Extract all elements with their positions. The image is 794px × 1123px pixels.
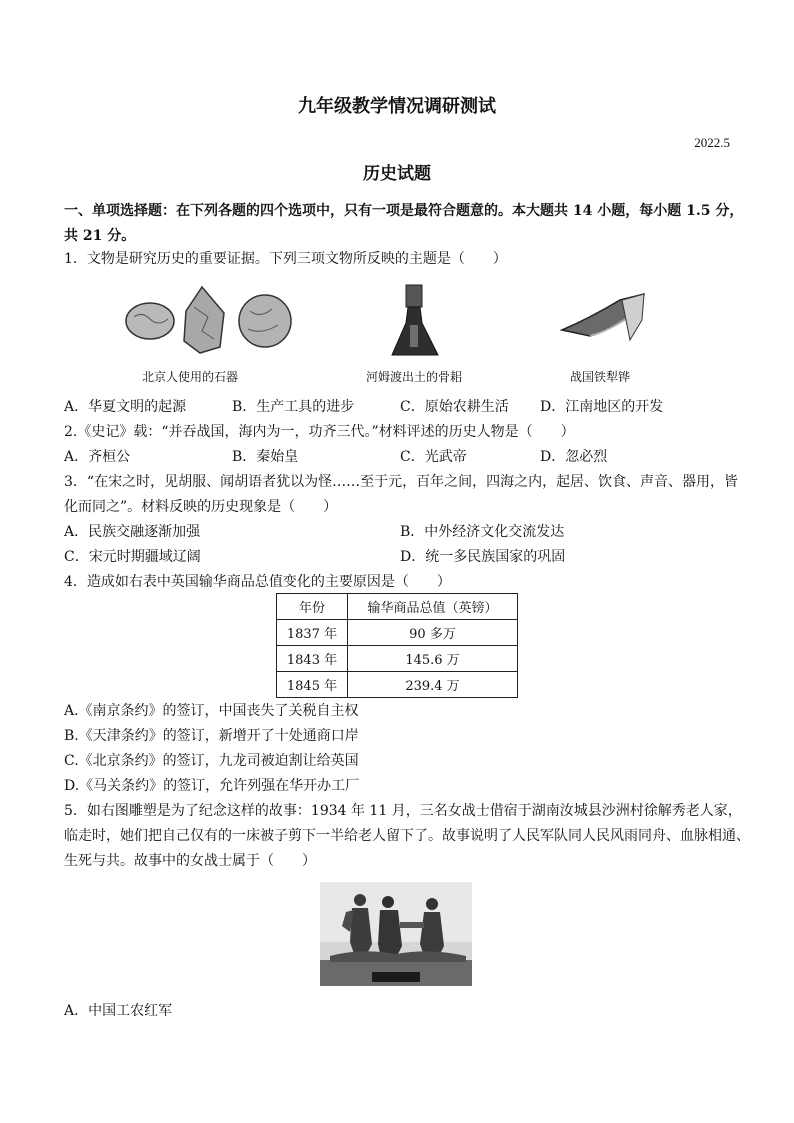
table-header-row: [277, 594, 518, 620]
q4-option-b[interactable]: B.《天津条约》的签订，新增开了十处通商口岸: [64, 728, 359, 744]
table-header-year: 年份: [277, 594, 348, 620]
q4-option-d[interactable]: D.《马关条约》的签订，允许列强在华开办工厂: [64, 778, 360, 794]
q3-option-c[interactable]: C．宋元时期疆域辽阔: [64, 549, 201, 565]
table-row: [277, 620, 518, 646]
q3-stem-line1: 3．“在宋之时，见胡服、闻胡语者犹以为怪……至于元，百年之间，四海之内，起居、饮食、声音、器用，皆: [64, 474, 739, 490]
exam-date: 2022.5: [694, 135, 730, 150]
q1-stem: 1．文物是研究历史的重要证据。下列三项文物所反映的主题是（ ）: [64, 251, 507, 267]
bone-spade-image: [382, 283, 452, 363]
table-cell-value: 90 多万: [348, 620, 518, 646]
q1-option-b[interactable]: B．生产工具的进步: [232, 399, 355, 415]
caption-stone-tools: 北京人使用的石器: [142, 370, 239, 384]
table-cell-value: 239.4 万: [348, 672, 518, 698]
q3-option-b[interactable]: B．中外经济文化交流发达: [400, 524, 565, 540]
q2-option-a[interactable]: A．齐桓公: [64, 449, 131, 465]
q3-option-d[interactable]: D．统一多民族国家的巩固: [400, 549, 566, 565]
q1-option-d[interactable]: D．江南地区的开发: [540, 399, 664, 415]
exam-subtitle: 历史试题: [363, 164, 431, 184]
table-cell-year: 1837 年: [277, 620, 348, 646]
table-cell-year: 1845 年: [277, 672, 348, 698]
q5-stem-line2: 临走时，她们把自己仅有的一床被子剪下一半给老人留下了。故事说明了人民军队同人民风雨同舟、血脉相通、: [64, 828, 750, 844]
q3-stem-line2: 化而同之”。材料反映的历史现象是（ ）: [64, 499, 338, 515]
exam-title: 九年级教学情况调研测试: [298, 96, 496, 117]
q4-option-c[interactable]: C.《北京条约》的签订，九龙司被迫割让给英国: [64, 753, 359, 769]
section-heading-line1: 一、单项选择题：在下列各题的四个选项中，只有一项是最符合题意的。本大题共 14 小题，每小题 1.5 分，: [64, 203, 744, 219]
sculpture-photo-image: [320, 882, 472, 986]
q2-option-c[interactable]: C．光武帝: [400, 449, 467, 465]
table-row: [277, 672, 518, 698]
table-cell-year: 1843 年: [277, 646, 348, 672]
table-row: [277, 646, 518, 672]
q4-option-a[interactable]: A.《南京条约》的签订，中国丧失了关税自主权: [64, 703, 359, 719]
q2-option-b[interactable]: B．秦始皇: [232, 449, 299, 465]
q5-option-a[interactable]: A．中国工农红军: [64, 1003, 173, 1019]
table-cell-value: 145.6 万: [348, 646, 518, 672]
section-heading-line2: 共 21 分。: [64, 228, 136, 244]
iron-plough-image: [560, 290, 650, 350]
q3-option-a[interactable]: A．民族交融逐渐加强: [64, 524, 201, 540]
export-value-table: [276, 593, 518, 698]
caption-iron-plough: 战国铁犁铧: [570, 370, 631, 384]
q5-stem-line1: 5．如右图雕塑是为了纪念这样的故事：1934 年 11 月，三名女战士借宿于湖南汝城县沙洲村徐解秀老人家，: [64, 803, 742, 819]
caption-bone-spade: 河姆渡出土的骨耜: [366, 370, 463, 384]
q1-option-a[interactable]: A．华夏文明的起源: [64, 399, 187, 415]
q2-stem: 2.《史记》载：“并吞战国，海内为一，功齐三代。”材料评述的历史人物是（ ）: [64, 424, 575, 440]
table-header-value: 输华商品总值（英镑）: [348, 594, 518, 620]
q5-stem-line3: 生死与共。故事中的女战士属于（ ）: [64, 853, 316, 869]
q4-stem: 4．造成如右表中英国输华商品总值变化的主要原因是（ ）: [64, 574, 451, 590]
q2-option-d[interactable]: D．忽必烈: [540, 449, 608, 465]
stone-tools-image: [120, 283, 300, 358]
q1-option-c[interactable]: C．原始农耕生活: [400, 399, 509, 415]
